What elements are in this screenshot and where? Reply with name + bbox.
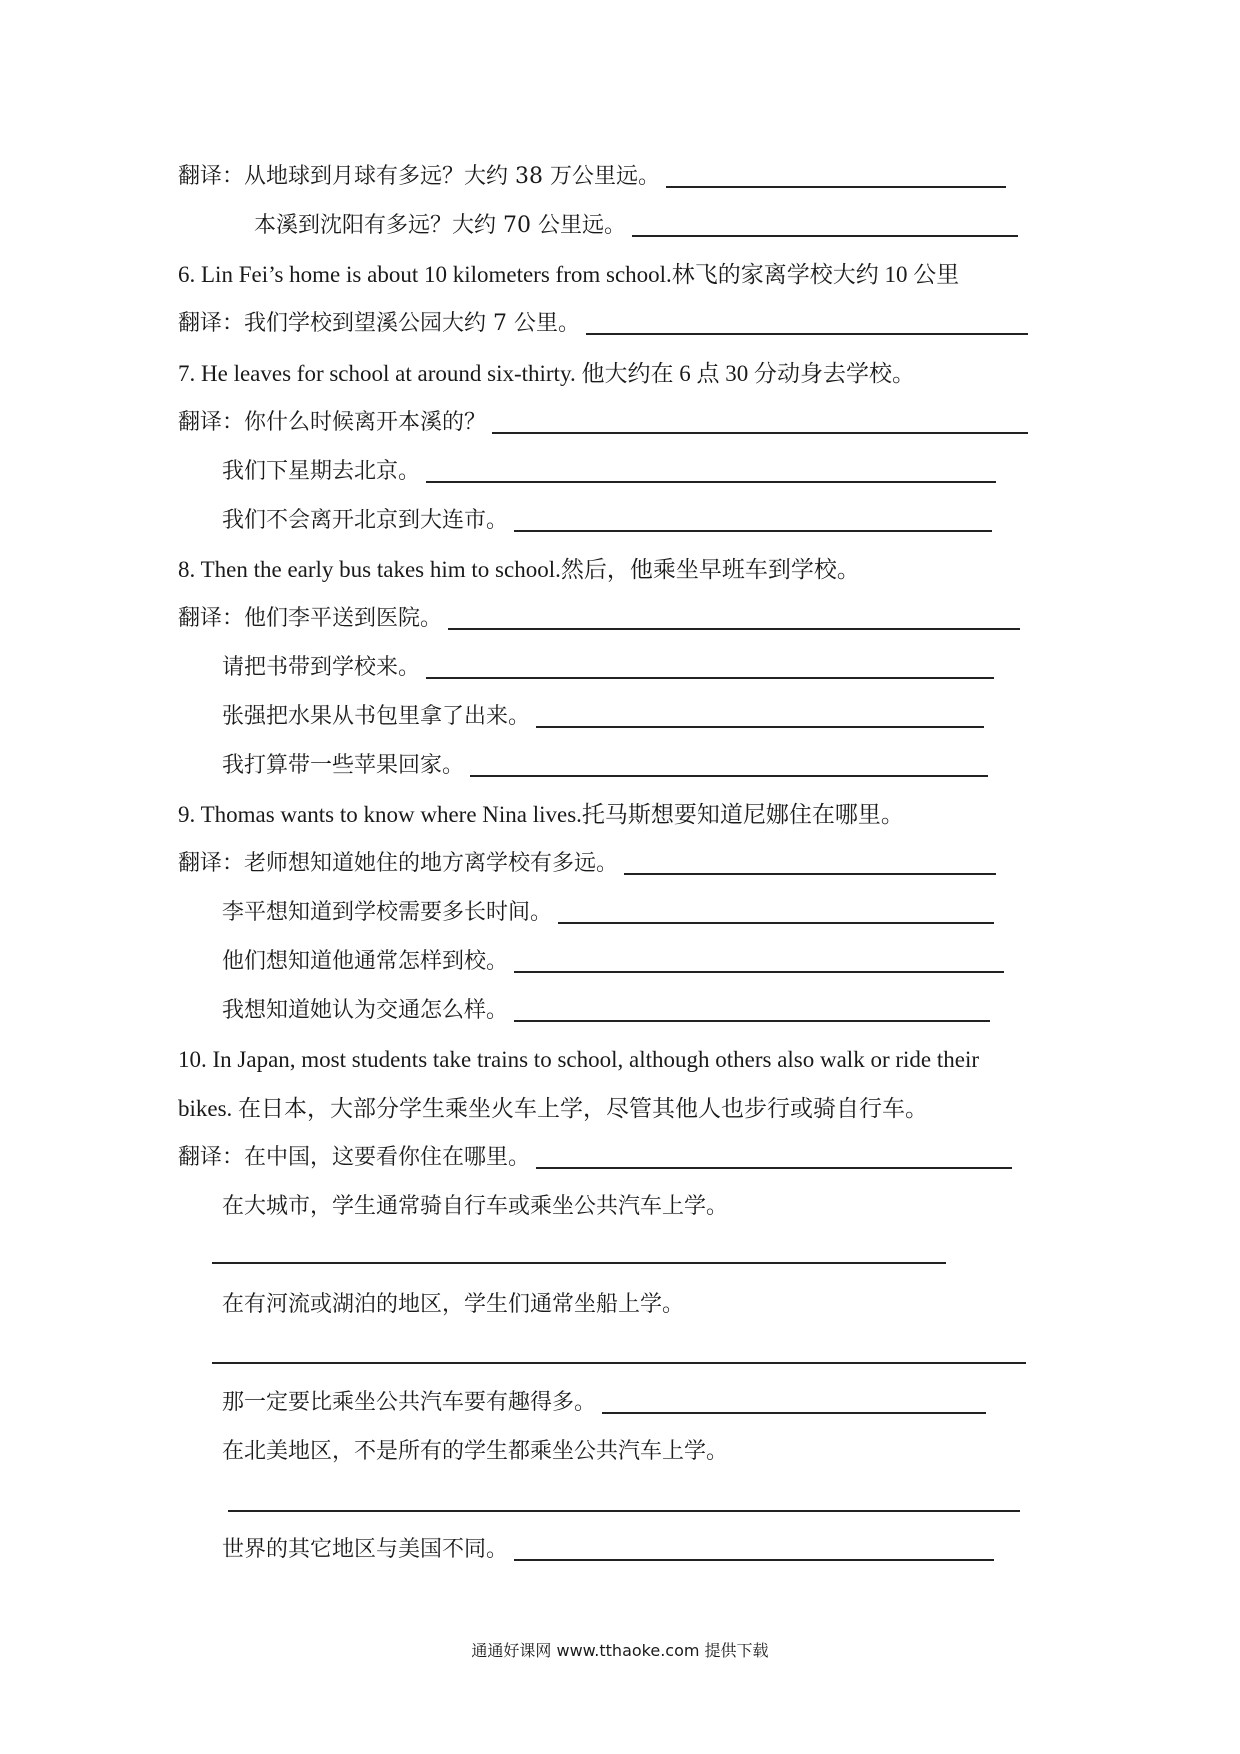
translation-line [222, 698, 984, 732]
translation-line [222, 894, 994, 928]
translation-line [222, 992, 990, 1026]
translation-line [222, 747, 988, 781]
prompt-text: 世界的其它地区与美国不同。 [222, 1537, 509, 1562]
answer-blank[interactable] [426, 459, 996, 483]
example-sentence [178, 1090, 928, 1124]
translation-line [178, 1139, 1012, 1173]
translation-line [222, 453, 996, 487]
translation-line [222, 1188, 728, 1222]
answer-blank[interactable] [514, 998, 990, 1022]
translation-line [178, 600, 1020, 634]
answer-blank[interactable] [536, 1145, 1012, 1169]
prompt-text: 在有河流或湖泊的地区，学生们通常坐船上学。 [222, 1292, 685, 1317]
example-sentence [178, 551, 860, 585]
prompt-text: 请把书带到学校来。 [222, 655, 421, 680]
prompt-text: 张强把水果从书包里拿了出来。 [222, 704, 531, 729]
translation-line [254, 207, 1018, 241]
translation-line [178, 305, 1028, 339]
translation-line [222, 1531, 994, 1565]
prompt-text: 翻译：你什么时候离开本溪的？ [178, 410, 487, 435]
prompt-text: 在大城市，学生通常骑自行车或乘坐公共汽车上学。 [222, 1194, 729, 1219]
answer-blank[interactable] [492, 410, 1028, 434]
prompt-text: 我们不会离开北京到大连市。 [222, 508, 509, 533]
translation-line [222, 649, 994, 683]
prompt-text: 那一定要比乘坐公共汽车要有趣得多。 [222, 1390, 597, 1415]
answer-blank[interactable] [666, 164, 1006, 188]
answer-blank[interactable] [426, 655, 994, 679]
translation-line [222, 1384, 986, 1418]
answer-blank[interactable] [586, 311, 1028, 335]
answer-blank[interactable] [212, 1362, 1026, 1364]
answer-blank[interactable] [558, 900, 994, 924]
sentence-text: 8. Then the early bus takes him to school.然后，他乘坐早班车到学校。 [178, 557, 860, 582]
translation-line [222, 1433, 728, 1467]
prompt-text: 在北美地区，不是所有的学生都乘坐公共汽车上学。 [222, 1439, 729, 1464]
translation-line [222, 943, 1004, 977]
prompt-text: 李平想知道到学校需要多长时间。 [222, 900, 553, 925]
example-sentence [178, 256, 959, 290]
answer-blank[interactable] [514, 949, 1004, 973]
prompt-text: 我打算带一些苹果回家。 [222, 753, 465, 778]
prompt-text: 翻译：老师想知道她住的地方离学校有多远。 [178, 851, 619, 876]
sentence-text: 7. He leaves for school at around six-thirty. 他大约在 6 点 30 分动身去学校。 [178, 361, 915, 386]
answer-blank[interactable] [602, 1390, 986, 1414]
translation-line [178, 158, 1006, 192]
translation-line [178, 404, 1028, 438]
prompt-text: 本溪到沈阳有多远？大约 70 公里远。 [254, 213, 626, 238]
example-sentence [178, 355, 915, 389]
prompt-text: 翻译：从地球到月球有多远？大约 38 万公里远。 [178, 164, 660, 189]
answer-blank[interactable] [514, 508, 992, 532]
prompt-text: 翻译：他们李平送到医院。 [178, 606, 443, 631]
translation-line [222, 1286, 684, 1320]
sentence-text: 6. Lin Fei’s home is about 10 kilometers from school.林飞的家离学校大约 10 公里 [178, 262, 960, 287]
example-sentence [178, 796, 904, 830]
answer-blank[interactable] [228, 1510, 1020, 1512]
sentence-text: bikes. 在日本，大部分学生乘坐火车上学，尽管其他人也步行或骑自行车。 [178, 1096, 929, 1121]
translation-line [178, 845, 996, 879]
answer-blank[interactable] [470, 753, 988, 777]
example-sentence [178, 1041, 979, 1075]
prompt-text: 他们想知道他通常怎样到校。 [222, 949, 509, 974]
prompt-text: 翻译：我们学校到望溪公园大约 7 公里。 [178, 311, 580, 336]
prompt-text: 我们下星期去北京。 [222, 459, 421, 484]
footer-text: 通通好课网 www.tthaoke.com 提供下载 [471, 1641, 769, 1660]
prompt-text: 我想知道她认为交通怎么样。 [222, 998, 509, 1023]
answer-blank[interactable] [632, 213, 1018, 237]
translation-line [222, 502, 992, 536]
answer-blank[interactable] [514, 1537, 994, 1561]
answer-blank[interactable] [212, 1262, 946, 1264]
answer-blank[interactable] [448, 606, 1020, 630]
answer-blank[interactable] [624, 851, 996, 875]
answer-blank[interactable] [536, 704, 984, 728]
sentence-text: 10. In Japan, most students take trains to school, although others also walk or ride their [178, 1047, 980, 1072]
prompt-text: 翻译：在中国，这要看你住在哪里。 [178, 1145, 531, 1170]
sentence-text: 9. Thomas wants to know where Nina lives.托马斯想要知道尼娜住在哪里。 [178, 802, 904, 827]
